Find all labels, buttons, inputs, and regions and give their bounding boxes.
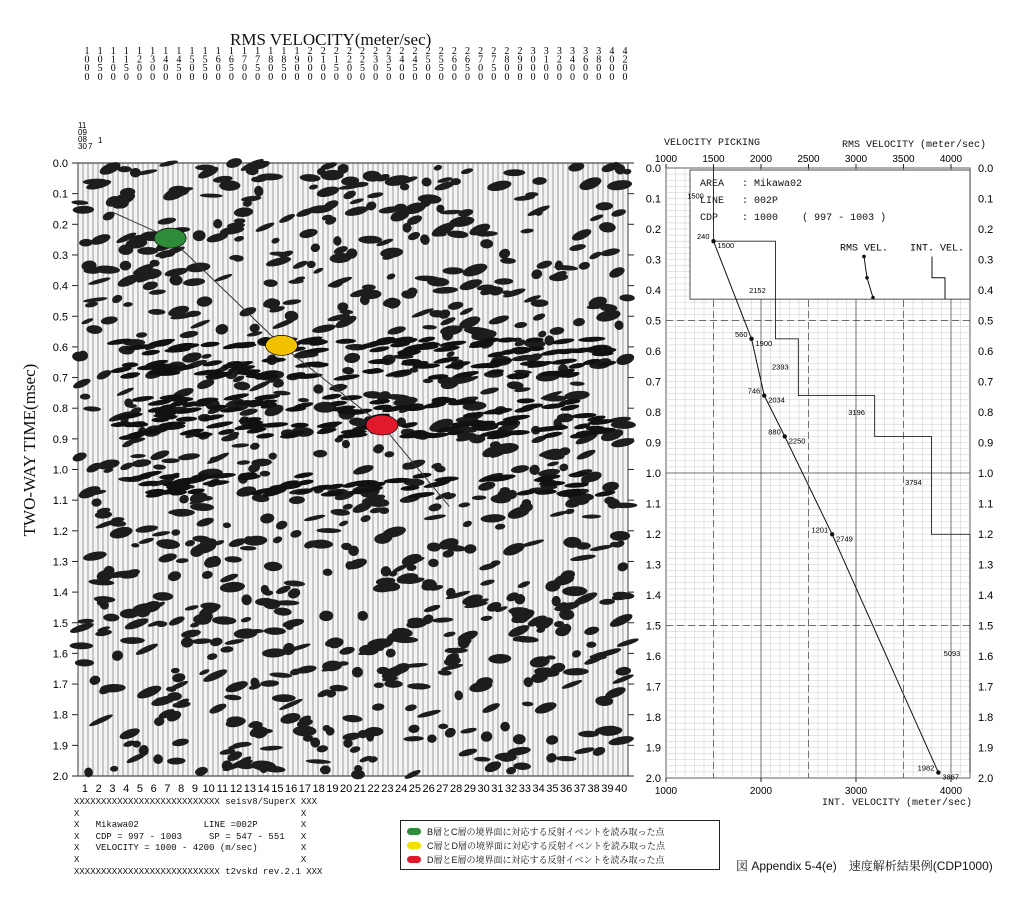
panel-number: 21 (353, 783, 366, 795)
wiggle-blob (313, 384, 323, 393)
wiggle-blob (590, 654, 607, 659)
cdp-label: CDP (700, 213, 719, 224)
right-y-tick-label-right: 1.2 (978, 529, 994, 541)
panel-number: 10 (202, 783, 215, 795)
y-tick-label: 1.3 (52, 556, 68, 569)
panel-number: 31 (491, 783, 504, 795)
velocity-tick-label: 2 1 5 0 (333, 46, 339, 83)
panel-number: 17 (298, 783, 311, 795)
velocity-tick-label: 2 6 5 0 (465, 46, 471, 83)
right-y-tick-label-right: 1.9 (978, 742, 994, 755)
right-y-tick-label-left: 0.0 (645, 163, 661, 175)
top-tick-label: 1500 (702, 154, 725, 165)
line-label: LINE (700, 196, 725, 207)
right-y-tick-label-left: 1.2 (645, 529, 661, 541)
top-tick-label: 3500 (892, 154, 915, 165)
info-line: X X (74, 808, 307, 819)
wiggle-blob (442, 267, 463, 274)
legend-label: D層とE層の境界面に対応する反射イベントを読み取った点 (427, 855, 665, 865)
panel-number: 11 (216, 783, 229, 795)
panel-number: 12 (230, 783, 243, 795)
right-y-tick-label-right: 2.0 (978, 773, 994, 785)
rms-velocity-point (711, 239, 715, 243)
panel-number: 15 (271, 783, 284, 795)
info-line: X CDP = 997 - 1003 SP = 547 - 551 X (74, 831, 307, 842)
velocity-tick-label: 3 2 0 0 (556, 46, 562, 83)
right-y-tick-label-left: 2.0 (645, 773, 661, 785)
velocity-tick-label: 3 0 0 0 (530, 46, 536, 83)
panel-number: 3 (109, 783, 116, 795)
wiggle-blob (427, 734, 437, 742)
y-tick-label: 0.5 (52, 311, 68, 324)
velocity-tick-label: 3 8 0 0 (596, 46, 602, 83)
processing-info-box (74, 797, 322, 878)
legend-label: C層とD層の境界面に対応する反射イベントを読み取った点 (427, 841, 666, 851)
rms-velocity-point (749, 337, 753, 341)
velocity-tick-label: 4 0 0 0 (609, 46, 615, 83)
top-tick-label: 4000 (939, 154, 963, 165)
rms-velocity-label: 2034 (768, 395, 785, 405)
right-y-tick-label-right: 1.0 (978, 468, 994, 480)
top-mark: 1 (98, 136, 103, 145)
panel-number: 27 (436, 783, 449, 795)
panel-number: 19 (326, 783, 339, 795)
panel-number: 38 (587, 783, 600, 795)
main-title: RMS VELOCITY(meter/sec) (230, 30, 432, 49)
right-y-tick-label-right: 0.8 (978, 407, 994, 419)
panel-number: 2 (95, 783, 102, 795)
velocity-tick-label: 1 7 0 0 (241, 46, 247, 83)
panel-number: 5 (136, 783, 143, 795)
panel-number: 22 (367, 783, 380, 795)
y-tick-label: 1.9 (52, 740, 68, 753)
y-tick-label: 1.4 (52, 587, 68, 600)
right-y-tick-label-left: 1.7 (645, 681, 661, 694)
panel-number: 30 (477, 783, 490, 795)
rms-time-label: 746 (747, 386, 761, 396)
y-tick-label: 0.2 (52, 219, 68, 232)
velocity-tick-label: 1 4 5 0 (176, 46, 182, 83)
rms-legend-point (862, 255, 866, 259)
int-velocity-label: 5093 (943, 649, 961, 658)
right-y-tick-label-left: 0.1 (645, 193, 661, 206)
rms-legend-point (871, 296, 875, 300)
right-y-tick-label-left: 1.4 (645, 590, 661, 602)
right-y-tick-label-right: 1.4 (978, 590, 994, 602)
right-y-tick-label-right: 0.6 (978, 346, 994, 358)
right-y-tick-label-left: 0.6 (645, 346, 661, 358)
velocity-picking-info: AREA : Mikawa02 LINE : 002P CDP : 1000 ( 997 - 1003 ) (700, 179, 887, 224)
velocity-tick-label: 4 2 0 0 (622, 46, 628, 83)
rms-velocity-label: 1900 (755, 338, 773, 348)
top-tick-label: 3000 (844, 154, 868, 165)
top-mark: 30 (78, 142, 87, 151)
info-line: X Mikawa02 LINE =002P X (74, 820, 307, 831)
panel-number: 39 (601, 783, 614, 795)
right-y-tick-label-right: 1.1 (978, 498, 994, 511)
y-axis-title: TWO-WAY TIME(msec) (20, 363, 39, 537)
velocity-tick-label: 2 5 5 0 (438, 46, 444, 83)
panel-number: 8 (178, 783, 185, 795)
panel-number: 6 (150, 783, 157, 795)
top-mark: 11 (78, 121, 87, 130)
rms-velocity-label: 2250 (788, 436, 806, 446)
rms-velocity-label: 1500 (717, 241, 735, 251)
cdp-range: ( 997 - 1003 ) (802, 213, 887, 224)
y-tick-label: 1.1 (52, 495, 68, 508)
wiggle-blob (491, 494, 512, 503)
wiggle-blob (357, 611, 368, 621)
bottom-tick-label: 2000 (749, 786, 773, 797)
velocity-tick-label: 2 7 0 0 (478, 46, 484, 83)
velocity-tick-label: 2 2 0 0 (346, 46, 352, 83)
info-line: XXXXXXXXXXXXXXXXXXXXXXXXXXX seisv8/SuperX XXX (74, 797, 318, 807)
panel-number: 16 (285, 783, 298, 795)
pick-red (366, 415, 398, 435)
rms-velocity-point (830, 532, 834, 536)
velocity-tick-label: 1 6 0 0 (215, 46, 221, 83)
y-tick-label: 1.8 (52, 709, 68, 722)
velocity-tick-label: 1 5 0 0 (189, 46, 195, 83)
panel-number: 37 (573, 783, 586, 795)
y-tick-label: 0.7 (52, 372, 68, 385)
y-tick-label: 0.9 (52, 433, 68, 446)
velocity-tick-label: 1 1 0 0 (110, 46, 116, 83)
right-y-tick-label-left: 1.6 (645, 651, 661, 663)
panel-number: 25 (408, 783, 421, 795)
int-velocity-label: 2393 (771, 362, 789, 372)
rms-time-label: 1982 (917, 763, 935, 773)
right-y-tick-label-left: 1.0 (645, 468, 661, 480)
area-value: Mikawa02 (754, 179, 803, 190)
int-velocity-label: 2152 (749, 286, 766, 296)
velocity-tick-label: 1 0 5 0 (97, 46, 103, 83)
panel-number: 28 (450, 783, 463, 795)
velocity-tick-label: 1 3 0 0 (150, 46, 156, 83)
right-y-tick-label-right: 1.3 (978, 559, 994, 572)
panel-number: 33 (518, 783, 531, 795)
velocity-tick-label: 2 5 0 0 (425, 46, 431, 83)
right-y-tick-label-left: 0.4 (645, 285, 661, 297)
y-tick-label: 0.4 (52, 280, 68, 293)
y-tick-label: 1.7 (52, 679, 68, 692)
legend-item (407, 839, 665, 852)
panel-number: 7 (164, 783, 171, 795)
right-y-tick-label-left: 0.9 (645, 437, 661, 450)
rms-vel-legend: RMS VEL. (840, 243, 889, 255)
velocity-tick-label: 2 8 0 0 (504, 46, 510, 83)
velocity-tick-label: 2 9 0 0 (517, 46, 523, 83)
right-y-tick-label-left: 0.5 (645, 315, 661, 328)
right-y-tick-label-left: 1.8 (645, 712, 661, 724)
velocity-tick-label: 2 4 5 0 (412, 46, 418, 83)
panel-number: 4 (123, 783, 130, 795)
velocity-tick-label: 2 3 5 0 (386, 46, 392, 83)
panel-number: 20 (340, 783, 353, 795)
right-y-tick-label-left: 1.1 (645, 498, 661, 511)
velocity-tick-label: 1 2 0 0 (136, 46, 142, 83)
panel-number: 32 (505, 783, 518, 795)
velocity-tick-label: 1 5 5 0 (202, 46, 208, 83)
rms-time-label: 1201 (811, 525, 829, 535)
right-y-tick-label-left: 1.9 (645, 742, 661, 755)
y-tick-label: 1.6 (52, 648, 68, 661)
rms-time-label: 560 (734, 329, 748, 339)
panel-number: 40 (615, 783, 628, 795)
pick-legend (400, 820, 720, 870)
panel-number: 24 (395, 783, 408, 795)
right-y-tick-label-right: 0.2 (978, 224, 994, 236)
wiggle-blob (274, 379, 283, 386)
y-tick-label: 2.0 (52, 771, 68, 783)
area-label: AREA (700, 179, 725, 190)
figure-caption: 図 Appendix 5-4(e) 速度解析結果例(CDP1000) (736, 859, 993, 873)
panel-number: 18 (312, 783, 325, 795)
panel-number: 13 (243, 783, 256, 795)
velocity-tick-label: 1 0 0 0 (84, 46, 90, 83)
cdp-value: 1000 (754, 213, 779, 224)
rms-time-label: 240 (696, 232, 710, 242)
panel-number: 35 (546, 783, 559, 795)
y-tick-label: 1.5 (52, 617, 68, 630)
velocity-tick-label: 1 7 5 0 (255, 46, 261, 83)
top-tick-label: 2000 (749, 154, 773, 165)
right-y-tick-label-right: 0.7 (978, 376, 994, 389)
top-mark: 09 (78, 128, 87, 137)
panel-number: 29 (463, 783, 476, 795)
right-y-tick-label-right: 0.1 (978, 193, 994, 206)
int-velocity-label: 3794 (905, 478, 922, 488)
velocity-tick-label: 3 1 0 0 (543, 46, 549, 83)
velocity-picking-title: VELOCITY PICKING (664, 138, 761, 149)
top-mark: 7 (88, 142, 93, 151)
right-y-tick-label-left: 0.7 (645, 376, 661, 389)
top-tick-label: 2500 (797, 154, 820, 165)
right-y-tick-label-right: 1.7 (978, 681, 994, 694)
velocity-tick-label: 1 8 5 0 (281, 46, 287, 83)
line-value: 002P (754, 196, 779, 207)
pick-yellow (266, 335, 298, 355)
panel-number: 23 (381, 783, 394, 795)
velocity-tick-label: 2 2 5 0 (360, 46, 366, 83)
velocity-tick-label: 2 7 5 0 (491, 46, 497, 83)
int-vel-legend: INT. VEL. (910, 243, 965, 255)
panel-number: 9 (191, 783, 198, 795)
rms-velocity-point (762, 393, 766, 397)
legend-item (407, 825, 665, 838)
right-y-tick-label-right: 1.8 (978, 712, 994, 724)
velocity-tick-label: 1 1 5 0 (123, 46, 129, 83)
legend-label: B層とC層の境界面に対応する反射イベントを読み取った点 (427, 827, 665, 837)
rms-velocity-point (936, 770, 940, 774)
panel-number: 14 (257, 783, 270, 795)
pick-green (154, 228, 186, 248)
info-line: X X (74, 854, 307, 865)
velocity-tick-label: 2 4 0 0 (399, 46, 405, 83)
panel-number: 1 (81, 783, 88, 795)
velocity-tick-label: 1 6 5 0 (228, 46, 234, 83)
right-y-tick-label-left: 0.3 (645, 254, 661, 267)
wiggle-blob (362, 284, 376, 290)
y-tick-label: 1.0 (52, 464, 68, 477)
rms-velocity-point (783, 434, 787, 438)
panel-number: 34 (532, 783, 545, 795)
yellow-marker-icon (407, 842, 421, 849)
right-y-tick-label-right: 0.0 (978, 163, 994, 175)
velocity-tick-label: 3 6 0 0 (583, 46, 589, 83)
wiggle-blob (563, 537, 581, 548)
right-y-tick-label-right: 0.9 (978, 437, 994, 450)
velocity-tick-label: 1 4 0 0 (163, 46, 169, 83)
y-tick-label: 0.8 (52, 403, 68, 416)
info-line: X VELOCITY = 1000 - 4200 (m/sec) X (74, 843, 307, 854)
bottom-tick-label: 1000 (654, 786, 678, 797)
wiggle-blob (80, 394, 91, 400)
green-marker-icon (407, 828, 421, 835)
rms-velocity-label: 3867 (942, 772, 960, 782)
panel-number: 36 (560, 783, 573, 795)
info-line: XXXXXXXXXXXXXXXXXXXXXXXXXXX t2vskd rev.2.1 XXX (74, 866, 323, 877)
rms-velocity-axis-title: RMS VELOCITY (meter/sec) (842, 140, 987, 151)
velocity-tick-label: 2 3 0 0 (373, 46, 379, 83)
velocity-tick-label: 2 6 0 0 (451, 46, 457, 83)
y-tick-label: 0.0 (52, 158, 68, 170)
right-y-tick-label-right: 0.4 (978, 285, 994, 297)
velocity-tick-label: 2 0 0 0 (307, 46, 313, 83)
velocity-tick-label: 2 1 0 0 (320, 46, 326, 83)
right-y-tick-label-right: 1.6 (978, 651, 994, 663)
bottom-tick-label: 4000 (939, 786, 963, 797)
rms-time-label: 880 (768, 427, 781, 437)
right-y-tick-label-right: 1.5 (978, 620, 994, 633)
right-y-tick-label-left: 0.8 (645, 407, 661, 419)
right-y-tick-label-left: 1.5 (645, 620, 661, 633)
velocity-tick-label: 1 8 0 0 (268, 46, 274, 83)
bottom-tick-label: 3000 (844, 786, 868, 797)
velocity-tick-label: 1 9 0 0 (294, 46, 300, 83)
y-tick-label: 0.6 (52, 341, 68, 354)
top-tick-label: 1000 (654, 154, 678, 165)
red-marker-icon (407, 856, 421, 863)
y-tick-label: 0.3 (52, 249, 68, 262)
legend-item (407, 853, 665, 866)
y-tick-label: 1.2 (52, 525, 68, 538)
int-velocity-label: 1500 (687, 191, 704, 201)
right-y-tick-label-left: 0.2 (645, 224, 661, 236)
int-velocity-axis-title: INT. VELOCITY (meter/sec) (822, 798, 973, 809)
int-velocity-label: 3196 (848, 408, 865, 418)
right-y-tick-label-left: 1.3 (645, 559, 661, 572)
panel-number: 26 (422, 783, 435, 795)
rms-legend-point (865, 276, 869, 280)
right-y-tick-label-right: 0.3 (978, 254, 994, 267)
top-mark: 08 (78, 135, 87, 144)
rms-velocity-label: 2749 (836, 534, 853, 544)
y-tick-label: 0.1 (52, 188, 68, 201)
right-y-tick-label-right: 0.5 (978, 315, 994, 328)
velocity-tick-label: 3 4 0 0 (570, 46, 576, 83)
wiggle-blob (393, 637, 418, 643)
